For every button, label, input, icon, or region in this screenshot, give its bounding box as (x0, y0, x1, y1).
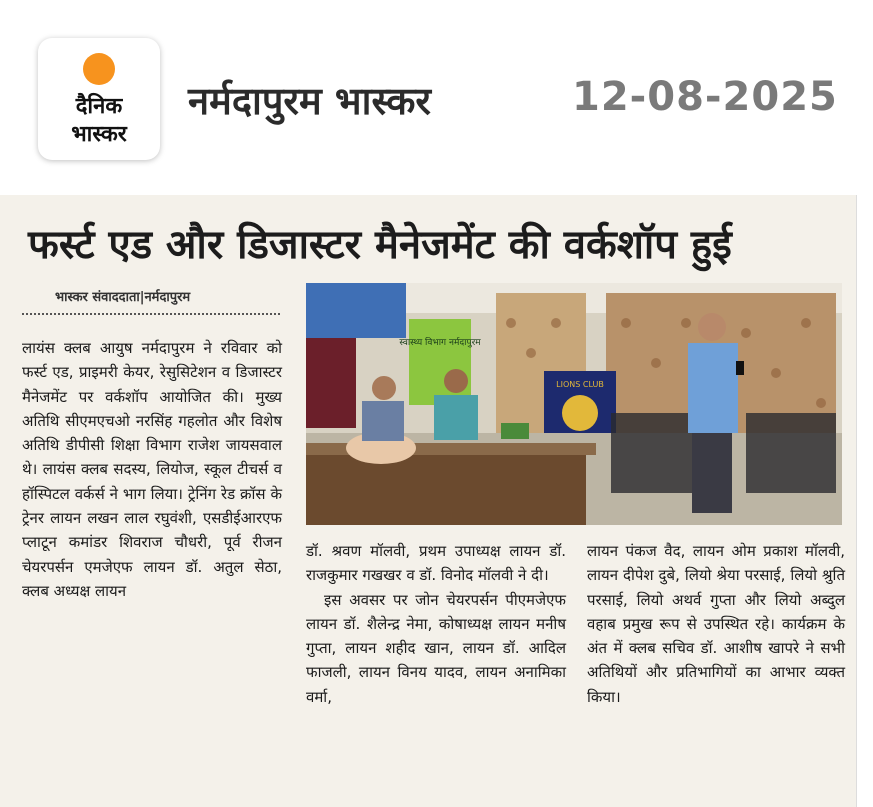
edition-date: 12-08-2025 (572, 74, 838, 120)
event-photo-illustration (306, 283, 842, 525)
column-2-paragraph-1: डॉ. श्रवण मॉलवी, प्रथम उपाध्यक्ष लायन डॉ. राजकुमार गखखर व डॉ. विनोद मॉलवी ने दी। (306, 542, 566, 585)
article-column-1 (22, 336, 282, 603)
byline-divider (22, 313, 280, 315)
newspaper-clipping (0, 195, 873, 807)
article-column-2 (306, 539, 566, 709)
article-column-3 (587, 539, 845, 709)
app-header (0, 0, 873, 190)
article-photo (306, 283, 842, 525)
logo-line1: दैनिक (75, 94, 123, 119)
column-2-paragraph-2: इस अवसर पर जोन चेयरपर्सन पीएमजेएफ लायन डॉ. शैलेन्द्र नेमा, कोषाध्यक्ष लायन मनीष गुप्ता, लायन शहीद खान, लायन डॉ. आदिल फाजली, लायन विनय यादव, लायन अनामिका वर्मा, (306, 590, 566, 706)
adjacent-article-edge (856, 195, 873, 807)
edition-title: नर्मदापुरम भास्कर (188, 79, 431, 123)
lions-banner-text: LIONS CLUB (556, 380, 604, 389)
sun-icon (83, 53, 115, 85)
column-3-text: लायन पंकज वैद, लायन ओम प्रकाश मॉलवी, लायन दीपेश दुबे, लियो श्रेया परसाई, लियो श्रुति परसाई, लियो अथर्व गुप्ता और लियो अब्दुल वहाब प्रमुख रूप से उपस्थित रहे। कार्यक्रम के अंत में क्लब सचिव डॉ. आशीष खापरे ने सभी अतिथियों और प्रतिभागियों का आभार व्यक्त किया। (587, 542, 845, 706)
logo-line2: भास्कर (71, 122, 127, 147)
dainik-bhaskar-logo[interactable] (38, 38, 160, 160)
article-byline: भास्कर संवाददाता|नर्मदापुरम (55, 290, 191, 305)
column-1-text: लायंस क्लब आयुष नर्मदापुरम ने रविवार को फर्स्ट एड, प्राइमरी केयर, रेसुसिटेशन व डिजास्टर मैनेजमेंट पर वर्कशॉप आयोजित की। मुख्य अतिथि सीएमएचओ नरसिंह गहलोत और विशेष अतिथि डीपीसी शिक्षा विभाग राजेश जायसवाल थे। लायंस क्लब सदस्य, लियोज, स्कूल टीचर्स व हॉस्पिटल वर्कर्स ने भाग लिया। ट्रेनिंग रेड क्रॉस के ट्रेनर लायन लखन लाल रघुवंशी, एसडीईआरएफ प्लाटून कमांडर शिवराज चौधरी, पूर्व रीजन चेयरपर्सन एमजेएफ लायन डॉ. अतुल सेठा, क्लब अध्यक्ष लायन (22, 339, 282, 600)
health-banner-text: स्वास्थ्य विभाग नर्मदापुरम (399, 338, 481, 348)
article-headline: फर्स्ट एड और डिजास्टर मैनेजमेंट की वर्कशॉप हुई (28, 222, 732, 268)
